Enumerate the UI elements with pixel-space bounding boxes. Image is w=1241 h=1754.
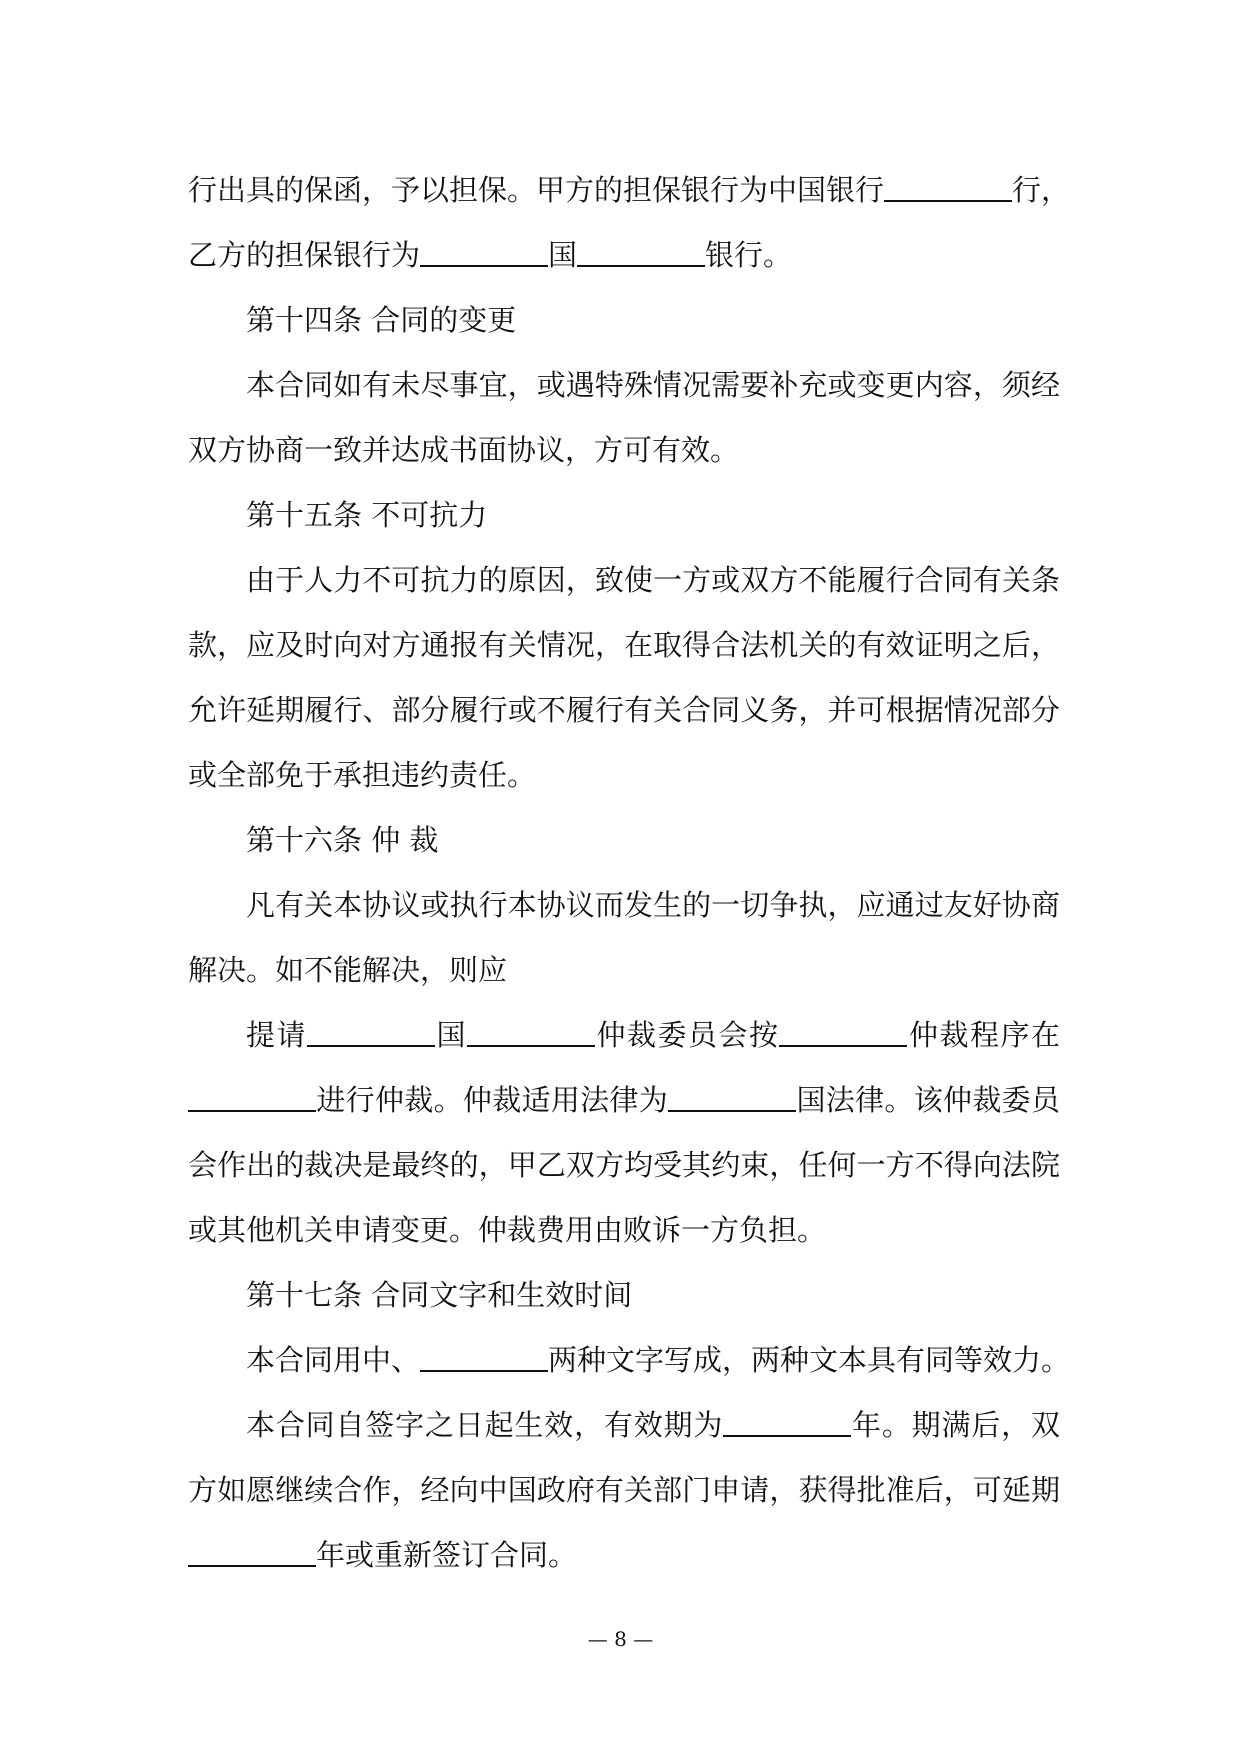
contract-body: [188, 158, 1071, 1588]
second-language-blank: [420, 1341, 548, 1372]
validity-paragraph-line-3: [188, 1523, 1060, 1588]
article-16-paragraph-line-1: 凡有关本协议或执行本协议而发生的一切争执，应通过友好协商: [246, 888, 1060, 922]
article-14-paragraph-line-2: 双方协商一致并达成书面协议，方可有效。: [188, 433, 740, 467]
guarantee-bank-paragraph-line-2: [188, 223, 1060, 288]
guarantee-text-start: 行出具的保函，予以担保。甲方的担保银行为中国银行: [188, 173, 885, 207]
contract-language-line: [188, 1328, 1071, 1393]
arbitration-submission-line-1: [188, 1003, 1060, 1068]
procedure-label: 仲裁程序在: [907, 1018, 1060, 1052]
guarantee-text-end: 行，: [1012, 173, 1071, 207]
party-a-bank-branch-blank: [884, 171, 1012, 202]
committee-label: 仲裁委员会按: [595, 1018, 780, 1052]
arbitration-country-blank: [307, 1016, 435, 1047]
article-15-heading: 第十五条 不可抗力: [246, 498, 488, 532]
submission-label: 提请: [246, 1018, 307, 1052]
validity-paragraph-line-2: 方如愿继续合作，经向中国政府有关部门申请，获得批准后，可延期: [188, 1473, 1060, 1507]
contract-language-label: 本合同用中、: [246, 1343, 421, 1377]
country-character: 国: [548, 238, 578, 272]
arbitration-law-country-blank: [668, 1081, 796, 1112]
article-16-paragraph-line-3: 会作出的裁决是最终的，甲乙双方均受其约束，任何一方不得向法院: [188, 1148, 1060, 1182]
arbitration-submission-line-2: [188, 1068, 1060, 1133]
article-16-paragraph-line-2: 解决。如不能解决，则应: [188, 953, 508, 987]
party-b-country-blank: [420, 236, 548, 267]
article-16-paragraph-line-4: 或其他机关申请变更。仲裁费用由败诉一方负担。: [188, 1213, 827, 1247]
party-b-bank-label: 乙方的担保银行为: [188, 238, 421, 272]
article-17-heading: 第十七条 合同文字和生效时间: [246, 1278, 633, 1312]
article-15-paragraph-line-2: 款，应及时向对方通报有关情况，在取得合法机关的有效证明之后，: [188, 628, 1060, 662]
guarantee-bank-paragraph-line-1: [188, 158, 1071, 223]
contract-language-suffix: 两种文字写成，两种文本具有同等效力。: [548, 1343, 1071, 1377]
extension-years-blank: [188, 1536, 316, 1567]
validity-paragraph-line-1: [188, 1393, 1060, 1458]
extension-suffix: 年或重新签订合同。: [316, 1538, 578, 1572]
arbitration-law-suffix: 国法律。该仲裁委员: [796, 1083, 1060, 1117]
article-15-paragraph-line-4: 或全部免于承担违约责任。: [188, 758, 537, 792]
arbitration-procedure-blank: [779, 1016, 907, 1047]
article-16-heading: 第十六条 仲 裁: [246, 823, 439, 857]
arbitration-committee-blank: [467, 1016, 595, 1047]
article-15-paragraph-line-1: 由于人力不可抗力的原因，致使一方或双方不能履行合同有关条: [246, 563, 1060, 597]
arbitration-law-label: 进行仲裁。仲裁适用法律为: [316, 1083, 669, 1117]
bank-suffix: 银行。: [705, 238, 793, 272]
article-15-paragraph-line-3: 允许延期履行、部分履行或不履行有关合同义务，并可根据情况部分: [188, 693, 1060, 727]
page-number: — 8 —: [587, 1627, 654, 1651]
country-character: 国: [435, 1018, 467, 1052]
article-14-paragraph-line-1: 本合同如有未尽事宜，或遇特殊情况需要补充或变更内容，须经: [246, 368, 1060, 402]
arbitration-location-blank: [188, 1081, 316, 1112]
validity-years-blank: [723, 1406, 851, 1437]
validity-label: 本合同自签字之日起生效，有效期为: [246, 1408, 724, 1442]
article-14-heading: 第十四条 合同的变更: [246, 303, 517, 337]
validity-suffix: 年。期满后，双: [851, 1408, 1060, 1442]
party-b-bank-name-blank: [577, 236, 705, 267]
